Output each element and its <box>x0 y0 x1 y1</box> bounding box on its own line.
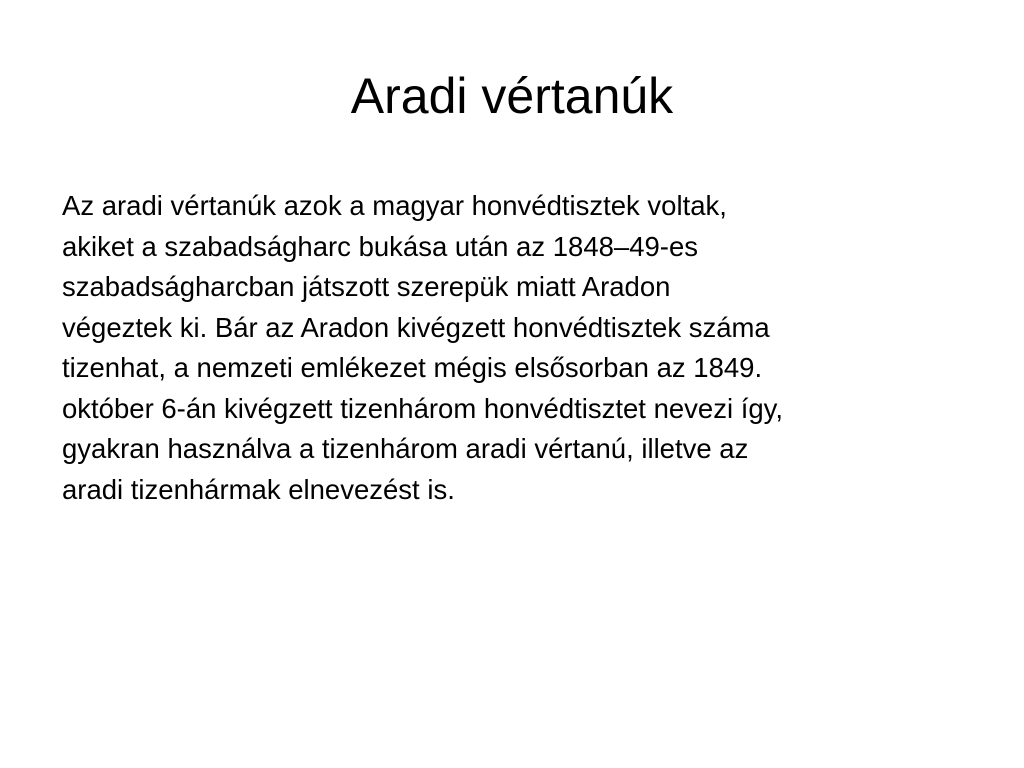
body-line: aradi tizenhármak elnevezést is. <box>62 473 455 505</box>
body-line: szabadságharcban játszott szerepük miatt Aradon <box>62 271 671 302</box>
body-line: gyakran használva a tizenhárom aradi vértanú, illetve az <box>62 433 749 464</box>
body-line: október 6-án kivégzett tizenhárom honvédtisztet nevezi így, <box>62 392 783 424</box>
slide-body <box>62 186 967 510</box>
slide-title: Aradi vértanúk <box>350 68 674 124</box>
body-line: akiket a szabadságharc bukása után az 1848–49-es <box>62 230 698 262</box>
body-line: tizenhat, a nemzeti emlékezet mégis elsősorban az 1849. <box>62 352 763 383</box>
body-line: végeztek ki. Bár az Aradon kivégzett honvédtisztek száma <box>62 311 770 343</box>
body-line: Az aradi vértanúk azok a magyar honvédtisztek voltak, <box>62 190 727 221</box>
